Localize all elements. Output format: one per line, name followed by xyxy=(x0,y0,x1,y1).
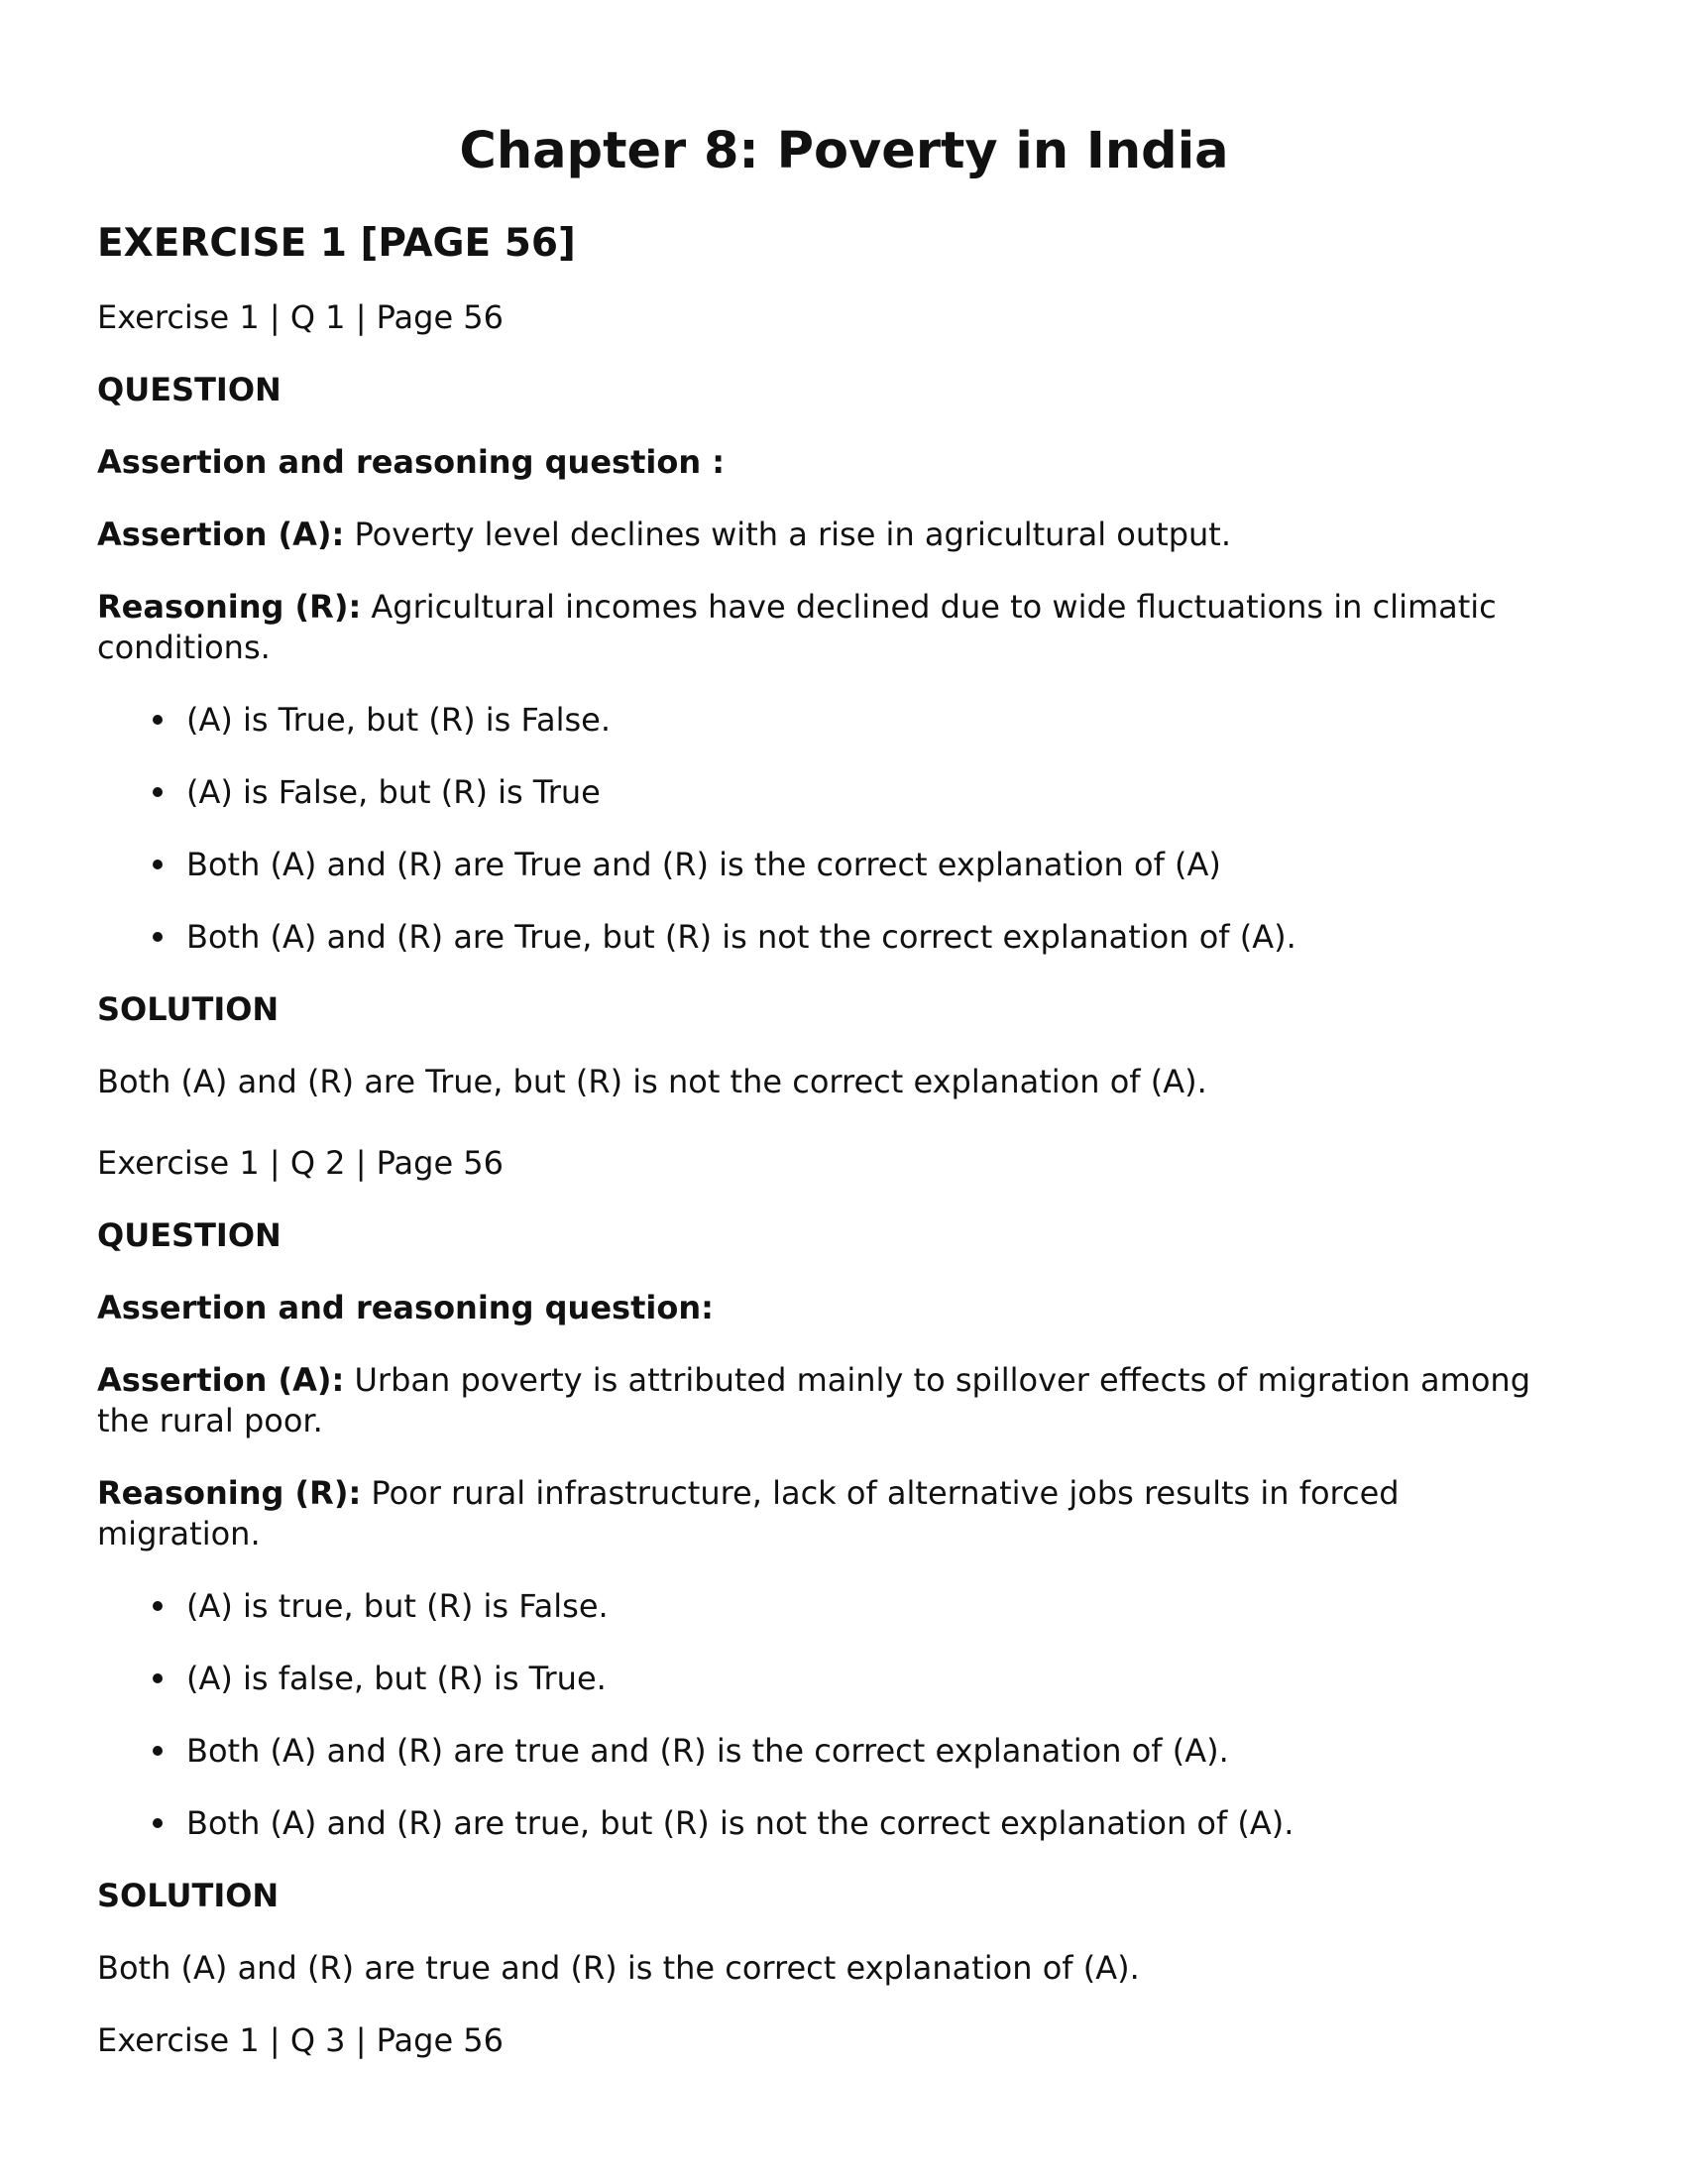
reasoning-text: Poor rural infrastructure, lack of alternative jobs results in forced migration. xyxy=(97,1474,1400,1552)
bullet-icon xyxy=(153,1746,163,1756)
bullet-icon xyxy=(153,860,163,869)
exercise-content xyxy=(97,297,1554,2093)
option-item xyxy=(95,1803,1554,1844)
assertion-paragraph xyxy=(97,515,1554,555)
question-type-label: Assertion and reasoning question : xyxy=(97,443,726,481)
option-item xyxy=(95,845,1554,885)
option-item xyxy=(95,1659,1554,1699)
reasoning-text: Agricultural incomes have declined due to wide fluctuations in climatic conditions. xyxy=(97,588,1497,666)
option-item xyxy=(95,772,1554,813)
solution-label: SOLUTION xyxy=(97,990,280,1028)
option-item xyxy=(95,1586,1554,1627)
bullet-icon xyxy=(153,787,163,797)
bullet-icon xyxy=(153,1673,163,1683)
question-label: QUESTION xyxy=(97,371,281,408)
option-item xyxy=(95,1731,1554,1772)
option-text: Both (A) and (R) are true and (R) is the correct explanation of (A). xyxy=(186,1732,1229,1770)
option-text: Both (A) and (R) are True, but (R) is not the correct explanation of (A). xyxy=(186,918,1296,956)
question-label: QUESTION xyxy=(97,1216,281,1254)
question-block-2 xyxy=(97,1143,1554,1989)
option-text: Both (A) and (R) are true, but (R) is not the correct explanation of (A). xyxy=(186,1804,1294,1842)
assertion-text: Poverty level declines with a rise in agricultural output. xyxy=(344,516,1231,553)
option-text: Both (A) and (R) are True and (R) is the correct explanation of (A) xyxy=(186,846,1221,883)
option-list xyxy=(97,1586,1554,1844)
question-block-1 xyxy=(97,297,1554,1102)
bullet-icon xyxy=(153,1818,163,1828)
option-text: (A) is true, but (R) is False. xyxy=(186,1587,609,1625)
reasoning-paragraph xyxy=(97,1473,1554,1554)
reasoning-label: Reasoning (R): xyxy=(97,1474,362,1512)
question-reference: Exercise 1 | Q 1 | Page 56 xyxy=(97,298,505,336)
option-text: (A) is True, but (R) is False. xyxy=(186,701,611,739)
reasoning-paragraph xyxy=(97,587,1554,668)
option-text: (A) is False, but (R) is True xyxy=(186,773,601,811)
solution-text: Both (A) and (R) are true and (R) is the correct explanation of (A). xyxy=(97,1949,1140,1987)
bullet-icon xyxy=(153,1601,163,1611)
bullet-icon xyxy=(153,932,163,942)
option-item xyxy=(95,700,1554,741)
assertion-paragraph xyxy=(97,1360,1554,1441)
question-reference: Exercise 1 | Q 2 | Page 56 xyxy=(97,1144,505,1182)
reasoning-label: Reasoning (R): xyxy=(97,588,362,626)
chapter-title: Chapter 8: Poverty in India xyxy=(459,122,1229,180)
assertion-label: Assertion (A): xyxy=(97,516,345,553)
assertion-text: Urban poverty is attributed mainly to spillover effects of migration among the rural poor. xyxy=(97,1361,1530,1439)
bullet-icon xyxy=(153,715,163,725)
option-list xyxy=(97,700,1554,958)
solution-label: SOLUTION xyxy=(97,1877,280,1914)
exercise-heading: EXERCISE 1 [PAGE 56] xyxy=(97,221,576,266)
option-item xyxy=(95,917,1554,958)
question-type-label: Assertion and reasoning question: xyxy=(97,1289,714,1326)
assertion-label: Assertion (A): xyxy=(97,1361,345,1399)
solution-text: Both (A) and (R) are True, but (R) is not the correct explanation of (A). xyxy=(97,1063,1207,1100)
next-question-reference: Exercise 1 | Q 3 | Page 56 xyxy=(97,2021,505,2059)
option-text: (A) is false, but (R) is True. xyxy=(186,1660,607,1697)
